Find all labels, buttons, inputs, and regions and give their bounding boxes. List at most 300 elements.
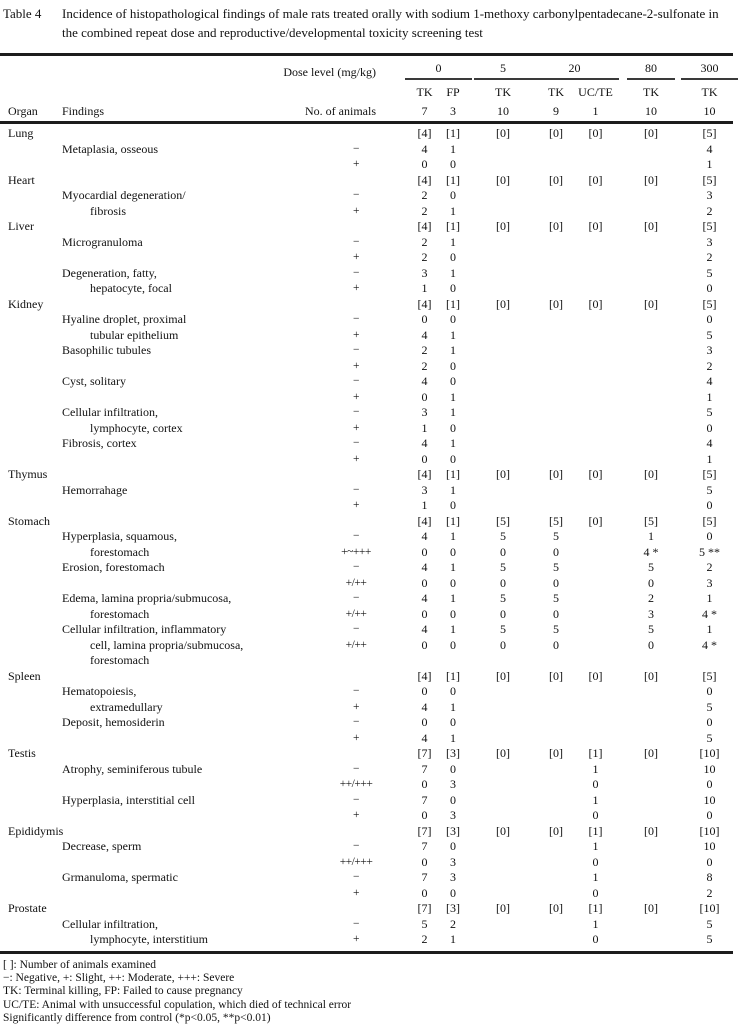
finding-label: lymphocyte, interstitium bbox=[90, 932, 208, 946]
organ-row bbox=[0, 297, 733, 313]
subcol-5-tk: TK bbox=[495, 85, 511, 99]
organ-name: Epididymis bbox=[8, 823, 64, 838]
cell-value: 4 * bbox=[702, 606, 717, 621]
subcol-0-fp: FP bbox=[446, 85, 460, 99]
organ-column-label: Organ bbox=[8, 104, 38, 118]
finding-row bbox=[0, 204, 733, 220]
cell-value: [4] bbox=[417, 467, 432, 481]
cell-value: 0 bbox=[421, 808, 428, 822]
severity-grade: − bbox=[353, 716, 359, 728]
cell-value: 10 bbox=[703, 839, 716, 853]
finding-label bbox=[0, 855, 336, 871]
cell-value: 0 bbox=[706, 854, 713, 869]
cell-value: 1 bbox=[450, 203, 456, 218]
cell-value: 4 * bbox=[702, 637, 717, 652]
finding-row bbox=[0, 591, 733, 607]
cell-value: [0] bbox=[549, 668, 563, 683]
cell-value: 1 bbox=[648, 529, 654, 543]
cell-value: 1 bbox=[450, 482, 456, 497]
finding-row bbox=[0, 793, 733, 809]
cell-value: 5 bbox=[553, 529, 559, 543]
cell-value: 0 bbox=[450, 451, 456, 466]
n-animals-5-tk: 10 bbox=[497, 104, 509, 118]
finding-label: Hemorrahage bbox=[62, 482, 128, 497]
cell-value: [1] bbox=[446, 296, 460, 311]
cell-value: [0] bbox=[588, 467, 603, 481]
cell-value: 4 bbox=[421, 529, 428, 543]
cell-value: 0 bbox=[450, 637, 456, 652]
cell-value: 0 bbox=[421, 544, 428, 559]
cell-value: [0] bbox=[588, 219, 603, 233]
severity-grade: + bbox=[353, 390, 359, 403]
severity-grade: + bbox=[353, 204, 359, 217]
cell-value: 5 bbox=[648, 560, 654, 574]
cell-value: 2 bbox=[706, 885, 713, 900]
cell-value: 2 bbox=[706, 250, 713, 264]
cell-value: [0] bbox=[496, 296, 510, 311]
finding-label bbox=[0, 777, 336, 793]
cell-value: 4 bbox=[421, 622, 428, 636]
dose-group-20: 20 bbox=[530, 61, 619, 80]
cell-value: 4 bbox=[706, 374, 713, 388]
finding-label: Edema, lamina propria/submucosa, bbox=[62, 591, 232, 605]
cell-value: 2 bbox=[421, 932, 428, 946]
cell-value: 1 bbox=[592, 792, 599, 807]
findings-column-label: Findings bbox=[62, 104, 105, 118]
cell-value: 0 bbox=[553, 606, 559, 621]
cell-value: 1 bbox=[450, 343, 456, 357]
cell-value: [3] bbox=[446, 901, 460, 915]
cell-value: 1 bbox=[592, 761, 599, 776]
cell-value: 0 bbox=[706, 529, 713, 543]
cell-value: 2 bbox=[450, 916, 456, 931]
cell-value: 0 bbox=[450, 498, 456, 512]
severity-grade: +~+++ bbox=[341, 545, 371, 558]
cell-value: [0] bbox=[496, 901, 510, 915]
organ-row bbox=[0, 126, 733, 142]
severity-grade: +/++ bbox=[345, 638, 367, 651]
finding-label: Erosion, forestomach bbox=[62, 560, 165, 574]
cell-value: 0 bbox=[500, 637, 506, 652]
cell-value: [0] bbox=[496, 172, 510, 187]
header-left-labels bbox=[0, 100, 376, 119]
cell-value: 4 bbox=[421, 699, 428, 714]
cell-value: 7 bbox=[421, 761, 428, 776]
cell-value: 1 bbox=[421, 281, 428, 295]
cell-value: [1] bbox=[446, 126, 460, 140]
cell-value: 0 bbox=[706, 808, 713, 822]
organ-name: Spleen bbox=[8, 668, 41, 683]
data-table bbox=[0, 53, 733, 954]
cell-value: [3] bbox=[446, 823, 460, 838]
cell-value: 0 bbox=[450, 188, 456, 202]
cell-value: 0 bbox=[450, 544, 456, 559]
finding-label: Fibrosis, cortex bbox=[62, 436, 137, 450]
organ-name: Liver bbox=[8, 219, 34, 233]
finding-row bbox=[0, 405, 733, 421]
cell-value: 5 bbox=[706, 405, 713, 419]
finding-label: Cellular infiltration, bbox=[62, 405, 158, 419]
finding-row bbox=[0, 638, 733, 654]
finding-label: Cellular infiltration, bbox=[62, 916, 158, 931]
dose-group-80: 80 bbox=[627, 61, 675, 80]
n-animals-0-fp: 3 bbox=[450, 104, 456, 118]
cell-value: [0] bbox=[496, 126, 510, 140]
dose-group-300: 300 bbox=[681, 61, 738, 80]
cell-value: [0] bbox=[549, 296, 563, 311]
header-counts-row bbox=[0, 100, 733, 121]
cell-value: 3 bbox=[450, 870, 456, 884]
subcol-300-tk: TK bbox=[701, 85, 718, 99]
severity-grade: + bbox=[353, 933, 359, 945]
finding-row bbox=[0, 576, 733, 592]
cell-value: 0 bbox=[500, 606, 506, 621]
cell-value: 3 bbox=[450, 808, 456, 822]
severity-grade: − bbox=[353, 561, 359, 573]
finding-row bbox=[0, 235, 733, 251]
finding-row bbox=[0, 529, 733, 545]
cell-value: [0] bbox=[549, 823, 563, 838]
table-rule-bottom bbox=[0, 951, 733, 954]
finding-label bbox=[0, 731, 336, 747]
cell-value: 0 bbox=[592, 808, 599, 822]
finding-row bbox=[0, 281, 733, 297]
severity-grade: + bbox=[353, 731, 359, 744]
finding-label: Degeneration, fatty, bbox=[62, 265, 157, 280]
finding-label: Grmanuloma, spermatic bbox=[62, 870, 178, 884]
finding-row bbox=[0, 421, 733, 437]
finding-row bbox=[0, 436, 733, 452]
cell-value: 0 bbox=[553, 637, 559, 652]
cell-value: 0 bbox=[450, 606, 456, 621]
severity-grade: +/++ bbox=[345, 576, 367, 589]
cell-value: 0 bbox=[450, 281, 456, 295]
finding-row bbox=[0, 839, 733, 855]
cell-value: [0] bbox=[496, 219, 510, 233]
finding-row bbox=[0, 684, 733, 700]
dose-group-0: 0 bbox=[405, 61, 472, 80]
cell-value: 0 bbox=[421, 312, 428, 326]
cell-value: [5] bbox=[702, 219, 717, 233]
cell-value: [0] bbox=[644, 219, 658, 233]
cell-value: 1 bbox=[450, 529, 456, 543]
subcol-80-tk: TK bbox=[643, 85, 659, 99]
cell-value: 0 bbox=[706, 281, 713, 295]
cell-value: [0] bbox=[496, 823, 510, 838]
organ-name: Thymus bbox=[8, 467, 48, 481]
finding-label: forestomach bbox=[90, 653, 150, 667]
cell-value: [0] bbox=[644, 296, 658, 311]
cell-value: 0 bbox=[450, 374, 456, 388]
finding-row bbox=[0, 917, 733, 933]
cell-value: 10 bbox=[703, 761, 716, 776]
cell-value: 1 bbox=[592, 839, 599, 853]
subcol-20-tk: TK bbox=[548, 85, 564, 99]
cell-value: 0 bbox=[450, 839, 456, 853]
cell-value: 1 bbox=[450, 699, 456, 714]
severity-grade: ++/+++ bbox=[339, 855, 373, 868]
footnote-line: TK: Terminal killing, FP: Failed to cause pregnancy bbox=[3, 985, 243, 998]
finding-row bbox=[0, 808, 733, 824]
severity-grade: + bbox=[353, 499, 359, 511]
cell-value: [5] bbox=[702, 467, 717, 481]
cell-value: [1] bbox=[446, 513, 460, 528]
organ-row bbox=[0, 669, 733, 685]
cell-value: 0 bbox=[592, 885, 599, 900]
finding-label: Basophilic tubules bbox=[62, 343, 151, 357]
cell-value: 5 ** bbox=[699, 544, 720, 559]
organ-row bbox=[0, 467, 733, 483]
finding-label: tubular epithelium bbox=[90, 327, 179, 342]
finding-row bbox=[0, 188, 733, 204]
cell-value: [0] bbox=[644, 126, 658, 140]
severity-grade: − bbox=[353, 375, 359, 387]
finding-label: hepatocyte, focal bbox=[90, 281, 172, 295]
cell-value: 5 bbox=[706, 265, 713, 280]
severity-grade: − bbox=[353, 235, 359, 248]
cell-value: 0 bbox=[421, 684, 428, 698]
cell-value: 0 bbox=[450, 715, 456, 729]
finding-label bbox=[0, 452, 336, 468]
dose-level-label: Dose level (mg/kg) bbox=[283, 65, 376, 79]
severity-grade: − bbox=[353, 530, 359, 542]
finding-row bbox=[0, 700, 733, 716]
severity-grade: − bbox=[353, 917, 359, 930]
finding-label: Microgranuloma bbox=[62, 234, 143, 249]
cell-value: 5 bbox=[421, 916, 428, 931]
cell-value: 0 bbox=[421, 451, 428, 466]
cell-value: 1 bbox=[450, 265, 456, 280]
cell-value: 0 bbox=[450, 420, 456, 435]
severity-grade: − bbox=[353, 762, 359, 775]
severity-grade: − bbox=[353, 592, 359, 604]
cell-value: [0] bbox=[644, 467, 658, 481]
cell-value: [3] bbox=[446, 746, 460, 760]
header-subgroup-row bbox=[0, 80, 733, 100]
severity-grade: + bbox=[353, 700, 359, 713]
cell-value: 2 bbox=[421, 358, 428, 373]
cell-value: 1 bbox=[706, 389, 713, 404]
table-caption: Incidence of histopathological findings of male rats treated orally with sodium 1-methoxy carbonylpentadecane-2-sulfonate in the combined repeat dose and reproductive/developmental toxicity screening test bbox=[62, 6, 719, 40]
severity-grade: ++/+++ bbox=[339, 778, 373, 790]
cell-value: [1] bbox=[588, 901, 603, 915]
severity-grade: + bbox=[353, 452, 359, 465]
cell-value: 1 bbox=[421, 498, 428, 512]
cell-value: 4 bbox=[421, 374, 428, 388]
finding-row bbox=[0, 359, 733, 375]
finding-label: Hematopoiesis, bbox=[62, 684, 137, 698]
cell-value: [4] bbox=[417, 513, 432, 528]
organ-name: Testis bbox=[8, 746, 36, 760]
cell-value: 0 bbox=[500, 544, 506, 559]
finding-row bbox=[0, 715, 733, 731]
cell-value: 4 bbox=[706, 436, 713, 450]
cell-value: 0 bbox=[450, 358, 456, 373]
finding-label: cell, lamina propria/submucosa, bbox=[90, 637, 244, 652]
cell-value: 0 bbox=[706, 420, 713, 435]
cell-value: 4 bbox=[421, 560, 428, 574]
cell-value: 4 bbox=[421, 730, 428, 745]
finding-label: extramedullary bbox=[90, 699, 163, 714]
finding-label bbox=[0, 498, 336, 514]
cell-value: 1 bbox=[450, 234, 456, 249]
severity-grade: − bbox=[353, 871, 359, 883]
finding-row bbox=[0, 452, 733, 468]
cell-value: 2 bbox=[421, 343, 428, 357]
cell-value: 2 bbox=[706, 203, 713, 218]
finding-row bbox=[0, 607, 733, 623]
finding-label: Myocardial degeneration/ bbox=[62, 188, 186, 202]
cell-value: 2 bbox=[706, 560, 713, 574]
cell-value: 0 bbox=[421, 885, 428, 900]
cell-value: [5] bbox=[702, 668, 717, 683]
organ-name: Prostate bbox=[8, 901, 47, 915]
cell-value: [0] bbox=[549, 219, 563, 233]
severity-grade: − bbox=[353, 483, 359, 496]
cell-value: 4 bbox=[421, 141, 428, 156]
cell-value: 0 bbox=[450, 792, 456, 807]
finding-row bbox=[0, 343, 733, 359]
cell-value: 0 bbox=[648, 637, 654, 652]
cell-value: 2 bbox=[648, 591, 654, 605]
cell-value: [5] bbox=[702, 513, 717, 528]
finding-label bbox=[0, 250, 336, 266]
severity-grade: − bbox=[353, 189, 359, 201]
cell-value: [0] bbox=[644, 746, 658, 760]
severity-grade: + bbox=[353, 359, 359, 372]
cell-value: 5 bbox=[648, 622, 654, 636]
severity-grade: − bbox=[353, 685, 359, 697]
cell-value: [0] bbox=[644, 823, 658, 838]
cell-value: 1 bbox=[706, 591, 713, 605]
finding-row bbox=[0, 855, 733, 871]
finding-label bbox=[0, 390, 336, 406]
cell-value: 1 bbox=[450, 405, 456, 419]
finding-row bbox=[0, 483, 733, 499]
cell-value: [1] bbox=[446, 172, 460, 187]
n-animals-80-tk: 10 bbox=[645, 104, 657, 118]
cell-value: [0] bbox=[588, 668, 603, 683]
cell-value: 5 bbox=[706, 482, 713, 497]
cell-value: 1 bbox=[592, 870, 599, 884]
cell-value: [0] bbox=[549, 467, 563, 481]
cell-value: 5 bbox=[500, 560, 506, 574]
cell-value: 0 bbox=[421, 637, 428, 652]
finding-row bbox=[0, 870, 733, 886]
cell-value: 0 bbox=[592, 854, 599, 869]
cell-value: 2 bbox=[421, 250, 428, 264]
cell-value: 0 bbox=[421, 157, 428, 171]
cell-value: [7] bbox=[417, 823, 432, 838]
cell-value: [4] bbox=[417, 296, 432, 311]
cell-value: 3 bbox=[706, 575, 713, 590]
cell-value: 10 bbox=[703, 792, 716, 807]
cell-value: [5] bbox=[702, 126, 717, 140]
finding-label: forestomach bbox=[90, 544, 150, 559]
cell-value: 1 bbox=[450, 730, 456, 745]
cell-value: [5] bbox=[496, 513, 510, 528]
severity-grade: +/++ bbox=[345, 607, 367, 620]
finding-row bbox=[0, 312, 733, 328]
cell-value: 0 bbox=[421, 389, 428, 404]
footnote-line: [ ]: Number of animals examined bbox=[3, 958, 156, 971]
finding-row bbox=[0, 142, 733, 158]
cell-value: 3 bbox=[706, 343, 713, 357]
cell-value: [0] bbox=[588, 172, 603, 187]
dose-group-5: 5 bbox=[474, 61, 532, 80]
cell-value: [0] bbox=[644, 668, 658, 683]
finding-label bbox=[0, 886, 336, 902]
cell-value: 1 bbox=[450, 932, 456, 946]
cell-value: [4] bbox=[417, 668, 432, 683]
cell-value: [5] bbox=[702, 296, 717, 311]
table-title bbox=[0, 0, 733, 42]
cell-value: 7 bbox=[421, 839, 428, 853]
finding-label: Deposit, hemosiderin bbox=[62, 715, 165, 729]
footnote-line: −: Negative, +: Slight, ++: Moderate, +++: Severe bbox=[3, 971, 235, 984]
cell-value: 0 bbox=[421, 575, 428, 590]
cell-value: 4 bbox=[421, 436, 428, 450]
cell-value: 1 bbox=[450, 622, 456, 636]
cell-value: 3 bbox=[706, 188, 713, 202]
cell-value: [0] bbox=[549, 901, 563, 915]
cell-value: 0 bbox=[421, 606, 428, 621]
finding-label: Atrophy, seminiferous tubule bbox=[62, 761, 203, 776]
table-body bbox=[0, 124, 733, 951]
cell-value: [1] bbox=[446, 668, 460, 683]
cell-value: 1 bbox=[450, 591, 456, 605]
cell-value: 0 bbox=[592, 777, 599, 791]
finding-row bbox=[0, 498, 733, 514]
finding-row bbox=[0, 374, 733, 390]
finding-row bbox=[0, 622, 733, 638]
cell-value: [4] bbox=[417, 126, 432, 140]
finding-row bbox=[0, 762, 733, 778]
finding-label: Cellular infiltration, inflammatory bbox=[62, 622, 227, 636]
organ-name: Lung bbox=[8, 126, 34, 140]
subcol-20-ucte: UC/TE bbox=[578, 85, 613, 99]
n-animals-0-tk: 7 bbox=[421, 104, 428, 118]
cell-value: [0] bbox=[549, 172, 563, 187]
cell-value: 8 bbox=[706, 870, 713, 884]
cell-value: 7 bbox=[421, 870, 428, 884]
cell-value: 0 bbox=[706, 684, 713, 698]
cell-value: 4 bbox=[706, 141, 713, 156]
cell-value: 5 bbox=[553, 560, 559, 574]
organ-name: Kidney bbox=[8, 296, 44, 311]
cell-value: 0 bbox=[450, 885, 456, 900]
cell-value: 3 bbox=[421, 482, 428, 497]
cell-value: [1] bbox=[588, 823, 603, 838]
severity-grade: + bbox=[353, 158, 359, 170]
finding-label: Hyaline droplet, proximal bbox=[62, 312, 187, 326]
cell-value: 3 bbox=[706, 234, 713, 249]
cell-value: 0 bbox=[421, 715, 428, 729]
cell-value: 0 bbox=[421, 777, 428, 791]
cell-value: 0 bbox=[450, 157, 456, 171]
cell-value: 1 bbox=[450, 436, 456, 450]
header-dose-row bbox=[0, 56, 733, 80]
cell-value: [0] bbox=[644, 172, 658, 187]
finding-label: Cyst, solitary bbox=[62, 374, 127, 388]
finding-label: lymphocyte, cortex bbox=[90, 420, 183, 435]
finding-row bbox=[0, 328, 733, 344]
organ-row bbox=[0, 219, 733, 235]
cell-value: 1 bbox=[421, 420, 428, 435]
cell-value: 0 bbox=[592, 932, 599, 946]
cell-value: 3 bbox=[421, 265, 428, 280]
cell-value: 0 bbox=[450, 250, 456, 264]
